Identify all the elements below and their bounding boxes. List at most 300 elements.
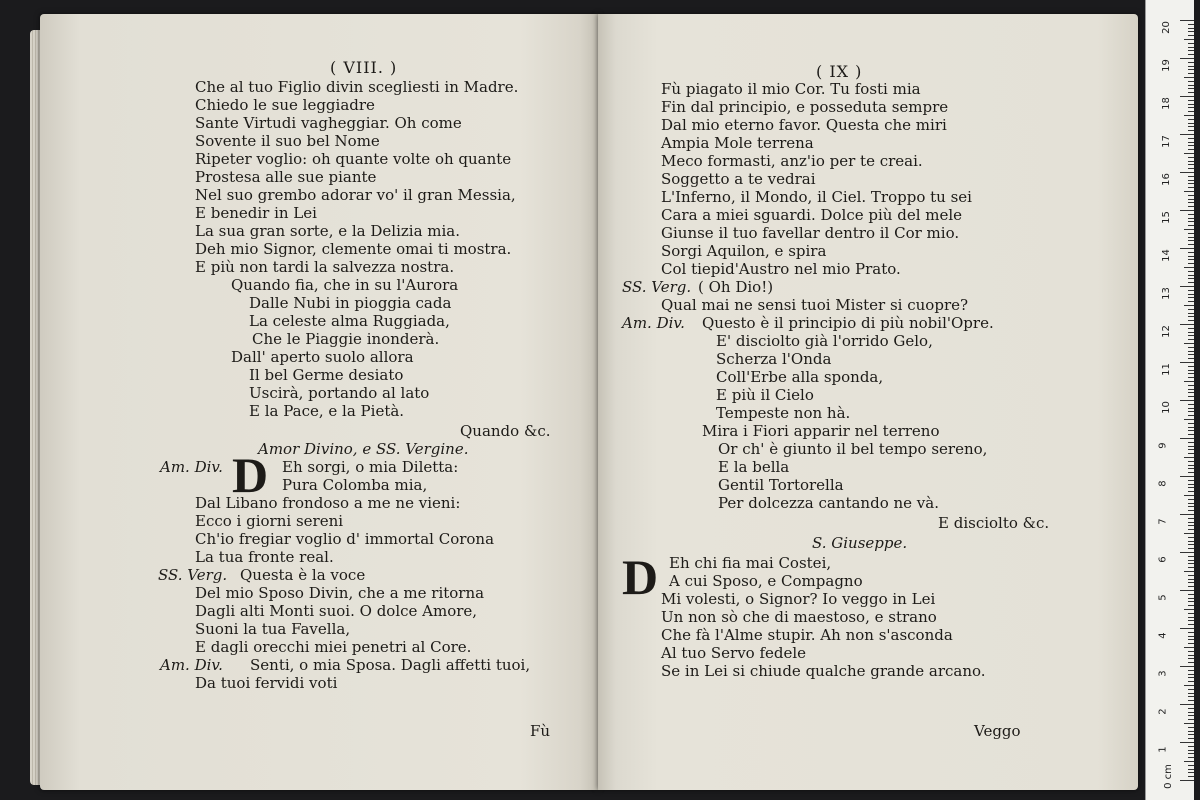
ruler-tick [1188,142,1194,143]
ruler-tick [1188,149,1194,150]
ruler-tick [1188,681,1194,682]
ruler-tick [1188,563,1194,564]
ruler-tick [1188,218,1194,219]
ruler-tick [1188,715,1194,716]
ruler-tick [1188,328,1194,329]
ruler-tick [1180,666,1194,667]
scene-heading: Amor Divino, e SS. Vergine. [258,440,469,458]
ruler-tick [1188,658,1194,659]
ruler-tick [1188,389,1194,390]
text-line: L'Inferno, il Mondo, il Ciel. Troppo tu sei [661,188,972,206]
ruler-tick [1184,267,1194,268]
ruler-tick [1180,628,1194,629]
ruler-tick [1188,734,1194,735]
ruler-label: 2 [1157,708,1169,715]
text-line: Questa è la voce [240,566,366,584]
ruler-tick [1188,708,1194,709]
ruler-tick [1188,506,1194,507]
ruler-tick [1188,525,1194,526]
ruler-label: 7 [1157,518,1169,525]
text-line: E più non tardi la salvezza nostra. [195,258,455,276]
text-line: Suoni la tua Favella, [195,620,351,638]
text-line: Ripeter voglio: oh quante volte oh quante [195,150,512,168]
text-line: Al tuo Servo fedele [661,644,807,662]
ruler-tick [1188,522,1194,523]
ruler-tick [1188,180,1194,181]
ruler-label: 10 [1160,401,1172,414]
ruler-label: 20 [1160,21,1172,34]
ruler-tick [1188,202,1194,203]
measurement-ruler [1145,0,1194,800]
ruler-tick [1188,73,1194,74]
text-line: Un non sò che di maestoso, e strano [661,608,937,626]
ruler-tick [1188,541,1194,542]
ruler-tick [1188,655,1194,656]
ruler-tick [1188,598,1194,599]
ruler-tick [1188,259,1194,260]
ruler-tick [1188,636,1194,637]
ruler-tick [1188,430,1194,431]
ruler-tick [1188,651,1194,652]
ruler-tick [1188,138,1194,139]
ruler-tick [1188,765,1194,766]
ruler-tick [1188,28,1194,29]
ruler-label: 14 [1160,249,1172,262]
ruler-tick [1188,434,1194,435]
ruler-tick [1188,696,1194,697]
text-line: Giunse il tuo favellar dentro il Cor mio. [661,224,960,242]
ruler-tick [1188,560,1194,561]
ruler-tick [1188,643,1194,644]
ruler-tick [1188,164,1194,165]
ruler-tick [1188,85,1194,86]
ruler-label: 15 [1160,211,1172,224]
ruler-tick [1188,263,1194,264]
ruler-label: 13 [1160,287,1172,300]
text-line: Mi volesti, o Signor? Io veggo in Lei [661,590,936,608]
text-line: Qual mai ne sensi tuoi Mister si cuopre? [661,296,969,314]
speaker-label: Am. Div. [160,458,223,476]
ruler-tick [1188,446,1194,447]
ruler-tick [1180,590,1194,591]
ruler-tick [1188,712,1194,713]
ruler-tick [1188,411,1194,412]
ruler-tick [1180,704,1194,705]
ruler-tick [1188,31,1194,32]
text-line: Sorgi Aquilon, e spira [661,242,827,260]
ruler-tick [1188,100,1194,101]
ruler-label: 18 [1160,97,1172,110]
ruler-tick [1188,332,1194,333]
text-line: Ecco i giorni sereni [195,512,344,530]
ruler-tick [1180,20,1194,21]
text-line: Sante Virtudi vagheggiar. Oh come [195,114,462,132]
ruler-tick [1188,107,1194,108]
text-line: Gentil Tortorella [718,476,844,494]
ruler-tick [1188,465,1194,466]
text-line: E la bella [718,458,790,476]
ruler-tick [1188,594,1194,595]
ruler-tick [1188,503,1194,504]
text-line: E più il Cielo [716,386,814,404]
text-line: Il bel Germe desiato [249,366,404,384]
text-line: La tua fronte real. [195,548,334,566]
ruler-tick [1188,613,1194,614]
ruler-tick [1188,480,1194,481]
ruler-label: 17 [1160,135,1172,148]
ruler-tick [1184,495,1194,496]
ruler-tick [1188,662,1194,663]
ruler-tick [1180,400,1194,401]
ruler-tick [1188,624,1194,625]
text-line: Che le Piaggie inonderà. [252,330,440,348]
text-line: Eh sorgi, o mia Diletta: [282,458,459,476]
ruler-tick [1184,39,1194,40]
text-line: E la Pace, e la Pietà. [249,402,405,420]
ruler-tick [1188,271,1194,272]
ruler-tick [1188,567,1194,568]
text-line: Deh mio Signor, clemente omai ti mostra. [195,240,512,258]
ruler-tick [1188,499,1194,500]
ruler-tick [1188,727,1194,728]
ruler-tick [1188,484,1194,485]
ruler-tick [1188,354,1194,355]
ruler-tick [1188,449,1194,450]
ruler-tick [1188,556,1194,557]
repeat-direction: E disciolto &c. [938,514,1050,532]
page-number: ( VIII. ) [330,58,398,77]
drop-cap: D [622,549,659,605]
ruler-tick [1188,385,1194,386]
ruler-tick [1188,377,1194,378]
ruler-tick [1188,237,1194,238]
ruler-tick [1188,252,1194,253]
ruler-tick [1188,746,1194,747]
ruler-tick [1184,609,1194,610]
ruler-tick [1188,370,1194,371]
text-line: Che fà l'Alme stupir. Ah non s'asconda [661,626,953,644]
ruler-tick [1188,427,1194,428]
ruler-tick [1188,168,1194,169]
ruler-tick [1188,772,1194,773]
text-line: A cui Sposo, e Compagno [669,572,863,590]
text-line: Dal Libano frondoso a me ne vieni: [195,494,461,512]
ruler-tick [1188,176,1194,177]
ruler-tick [1188,769,1194,770]
ruler-tick [1188,126,1194,127]
ruler-tick [1188,700,1194,701]
ruler-label: 16 [1160,173,1172,186]
ruler-label: 6 [1157,556,1169,563]
ruler-label: 5 [1157,594,1169,601]
left-page [40,14,598,790]
ruler-tick [1188,316,1194,317]
page-number: ( IX ) [816,62,863,81]
ruler-tick [1188,415,1194,416]
ruler-tick [1188,529,1194,530]
ruler-tick [1188,69,1194,70]
ruler-tick [1188,776,1194,777]
ruler-tick [1188,738,1194,739]
ruler-tick [1188,221,1194,222]
text-line: Dal mio eterno favor. Questa che miri [661,116,947,134]
ruler-tick [1180,362,1194,363]
ruler-tick [1188,757,1194,758]
ruler-tick [1188,233,1194,234]
ruler-tick [1188,225,1194,226]
ruler-tick [1180,96,1194,97]
text-line: Se in Lei si chiude qualche grande arcano. [661,662,986,680]
text-line: Col tiepid'Austro nel mio Prato. [661,260,901,278]
speaker-label: SS. Verg. [622,278,692,296]
ruler-tick [1188,548,1194,549]
catchword: Veggo [974,722,1021,740]
text-line: Soggetto a te vedrai [661,170,816,188]
ruler-tick [1188,351,1194,352]
text-line: La celeste alma Ruggiada, [249,312,450,330]
ruler-tick [1180,58,1194,59]
ruler-tick [1188,575,1194,576]
ruler-tick [1188,620,1194,621]
text-line: Dagli alti Monti suoi. O dolce Amore, [195,602,478,620]
ruler-tick [1188,320,1194,321]
ruler-tick [1188,753,1194,754]
ruler-tick [1180,134,1194,135]
ruler-tick [1188,54,1194,55]
text-line: Da tuoi fervidi voti [195,674,338,692]
scene-heading: S. Giuseppe. [812,534,908,552]
text-line: La sua gran sorte, e la Delizia mia. [195,222,461,240]
text-line: Tempeste non hà. [716,404,851,422]
ruler-tick [1188,442,1194,443]
ruler-tick [1180,552,1194,553]
ruler-tick [1188,461,1194,462]
ruler-tick [1188,510,1194,511]
text-line: Meco formasti, anz'io per te creai. [661,152,923,170]
ruler-tick [1188,537,1194,538]
ruler-tick [1188,47,1194,48]
ruler-tick [1188,111,1194,112]
catchword: Fù [530,722,551,740]
ruler-tick [1188,632,1194,633]
ruler-tick [1184,533,1194,534]
ruler-tick [1188,282,1194,283]
ruler-tick [1180,210,1194,211]
text-line: Ampia Mole terrena [661,134,814,152]
ruler-unit-label: 0 cm [1162,764,1174,789]
ruler-tick [1188,670,1194,671]
text-line: Del mio Sposo Divin, che a me ritorna [195,584,485,602]
ruler-tick [1188,214,1194,215]
ruler-tick [1184,381,1194,382]
ruler-tick [1184,305,1194,306]
ruler-label: 8 [1157,480,1169,487]
ruler-tick [1188,487,1194,488]
ruler-tick [1188,392,1194,393]
text-line: E dagli orecchi miei penetri al Core. [195,638,472,656]
ruler-tick [1188,347,1194,348]
ruler-tick [1188,278,1194,279]
text-line: Dalle Nubi in pioggia cada [249,294,452,312]
text-line: Uscirà, portando al lato [249,384,430,402]
text-line: Ch'io fregiar voglio d' immortal Corona [195,530,495,548]
ruler-tick [1184,723,1194,724]
ruler-tick [1188,297,1194,298]
ruler-tick [1188,586,1194,587]
ruler-tick [1188,183,1194,184]
text-line: Dall' aperto suolo allora [231,348,414,366]
ruler-tick [1184,647,1194,648]
ruler-tick [1188,731,1194,732]
ruler-tick [1188,119,1194,120]
ruler-tick [1188,161,1194,162]
ruler-tick [1188,244,1194,245]
text-line: Che al tuo Figlio divin scegliesti in Madre. [195,78,519,96]
ruler-tick [1188,301,1194,302]
ruler-tick [1188,335,1194,336]
ruler-tick [1188,81,1194,82]
ruler-tick [1188,639,1194,640]
ruler-tick [1180,514,1194,515]
text-line: ( Oh Dio!) [698,278,774,296]
ruler-tick [1188,689,1194,690]
ruler-tick [1184,77,1194,78]
ruler-tick [1180,742,1194,743]
ruler-tick [1188,582,1194,583]
speaker-label: Am. Div. [160,656,223,674]
ruler-tick [1188,104,1194,105]
ruler-tick [1184,685,1194,686]
ruler-tick [1188,358,1194,359]
ruler-label: 1 [1157,746,1169,753]
drop-cap: D [232,447,269,503]
ruler-label: 3 [1157,670,1169,677]
ruler-tick [1188,677,1194,678]
ruler-tick [1188,256,1194,257]
text-line: Or ch' è giunto il bel tempo sereno, [718,440,988,458]
ruler-tick [1188,617,1194,618]
ruler-tick [1188,66,1194,67]
ruler-tick [1188,339,1194,340]
ruler-tick [1188,544,1194,545]
text-line: Per dolcezza cantando ne và. [718,494,939,512]
ruler-tick [1188,88,1194,89]
ruler-tick [1188,50,1194,51]
ruler-tick [1184,343,1194,344]
ruler-tick [1188,404,1194,405]
ruler-tick [1188,750,1194,751]
ruler-tick [1188,187,1194,188]
ruler-label: 11 [1160,363,1172,376]
text-line: Nel suo grembo adorar vo' il gran Messia, [195,186,516,204]
ruler-tick [1188,92,1194,93]
ruler-tick [1188,309,1194,310]
ruler-tick [1188,290,1194,291]
text-line: E benedir in Lei [195,204,317,222]
ruler-tick [1188,601,1194,602]
ruler-tick [1188,24,1194,25]
ruler-tick [1188,468,1194,469]
ruler-tick [1188,472,1194,473]
ruler-tick [1180,324,1194,325]
ruler-tick [1188,157,1194,158]
ruler-tick [1184,761,1194,762]
ruler-tick [1188,195,1194,196]
ruler-tick [1184,191,1194,192]
ruler-tick [1184,419,1194,420]
ruler-tick [1188,674,1194,675]
ruler-tick [1188,206,1194,207]
ruler-tick [1188,518,1194,519]
ruler-tick [1188,719,1194,720]
speaker-label: Am. Div. [622,314,685,332]
right-page [598,14,1138,790]
ruler-tick [1188,240,1194,241]
text-line: Cara a miei sguardi. Dolce più del mele [661,206,963,224]
text-line: Questo è il principio di più nobil'Opre. [702,314,994,332]
ruler-tick [1188,35,1194,36]
ruler-tick [1188,693,1194,694]
ruler-tick [1180,780,1194,781]
ruler-tick [1188,275,1194,276]
text-line: Fin dal principio, e posseduta sempre [661,98,949,116]
text-line: Chiedo le sue leggiadre [195,96,375,114]
ruler-label: 9 [1157,442,1169,449]
text-line: Mira i Fiori apparir nel terreno [702,422,940,440]
text-line: Prostesa alle sue piante [195,168,377,186]
ruler-tick [1188,579,1194,580]
text-line: Pura Colomba mia, [282,476,428,494]
ruler-tick [1188,605,1194,606]
ruler-tick [1188,366,1194,367]
ruler-label: 19 [1160,59,1172,72]
ruler-tick [1188,43,1194,44]
speaker-label: SS. Verg. [158,566,228,584]
text-line: Senti, o mia Sposa. Dagli affetti tuoi, [250,656,531,674]
ruler-tick [1184,153,1194,154]
ruler-tick [1180,476,1194,477]
ruler-tick [1180,438,1194,439]
text-line: Scherza l'Onda [716,350,832,368]
text-line: Eh chi fia mai Costei, [669,554,832,572]
ruler-label: 4 [1157,632,1169,639]
text-line: Sovente il suo bel Nome [195,132,380,150]
ruler-tick [1188,491,1194,492]
ruler-tick [1184,571,1194,572]
ruler-tick [1188,130,1194,131]
text-line: Quando fia, che in su l'Aurora [231,276,459,294]
ruler-tick [1180,172,1194,173]
ruler-tick [1188,145,1194,146]
text-line: Fù piagato il mio Cor. Tu fosti mia [661,80,921,98]
ruler-tick [1188,313,1194,314]
ruler-tick [1180,248,1194,249]
ruler-tick [1188,453,1194,454]
ruler-tick [1188,199,1194,200]
ruler-tick [1184,115,1194,116]
ruler-tick [1180,286,1194,287]
ruler-label: 12 [1160,325,1172,338]
repeat-direction: Quando &c. [460,422,551,440]
ruler-tick [1184,457,1194,458]
ruler-tick [1184,229,1194,230]
ruler-tick [1188,123,1194,124]
text-line: E' disciolto già l'orrido Gelo, [716,332,933,350]
ruler-tick [1188,294,1194,295]
ruler-tick [1188,373,1194,374]
ruler-tick [1188,62,1194,63]
ruler-tick [1188,396,1194,397]
